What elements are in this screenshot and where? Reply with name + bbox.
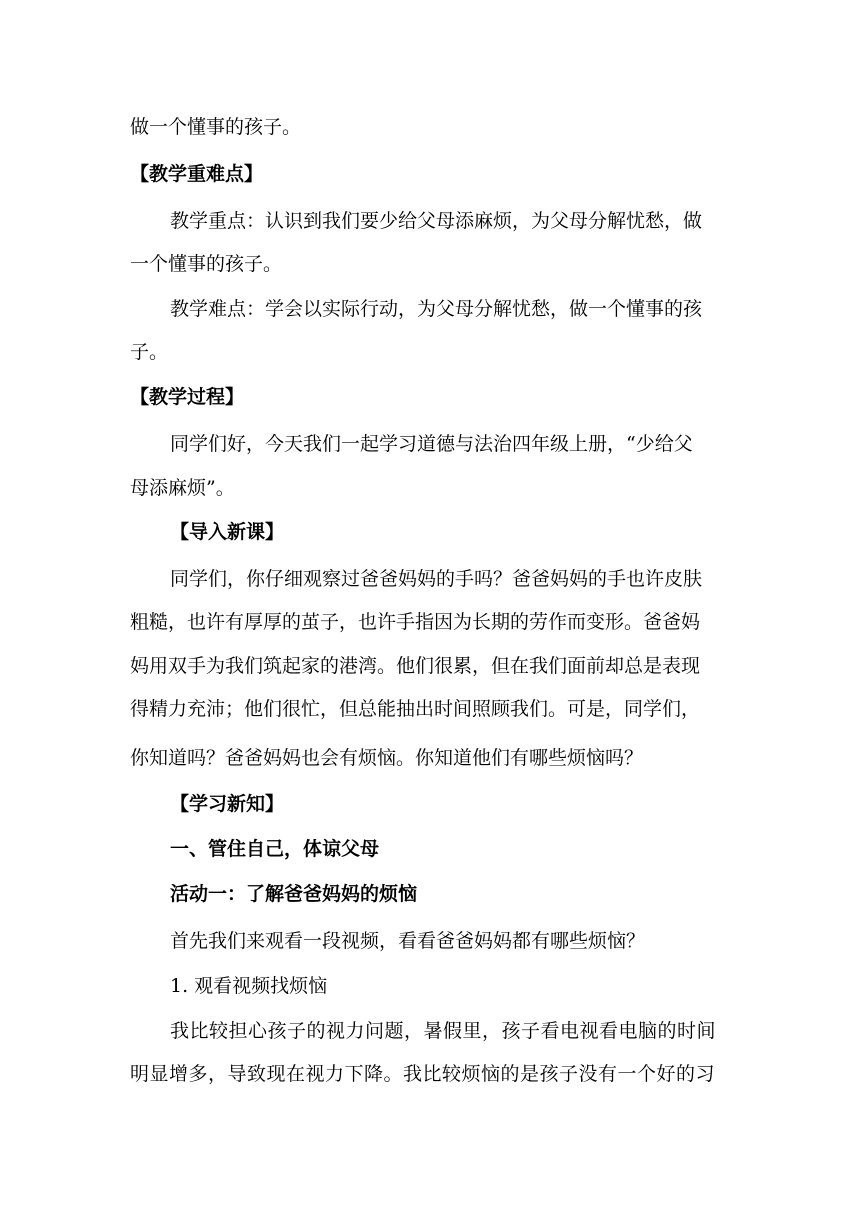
- paragraph-line: 教学重点：认识到我们要少给父母添麻烦，为父母分解忧愁，做: [170, 210, 703, 232]
- subsection-heading: 一、管住自己，体谅父母: [170, 838, 380, 860]
- paragraph-line: 同学们，你仔细观察过爸爸妈妈的手吗？爸爸妈妈的手也许皮肤: [170, 568, 703, 590]
- paragraph-line: 母添麻烦”。: [130, 477, 235, 499]
- paragraph-line: 同学们好，今天我们一起学习道德与法治四年级上册，“少给父: [170, 433, 693, 455]
- section-heading-key-points: 【教学重难点】: [130, 163, 264, 185]
- paragraph-line: 教学难点：学会以实际行动，为父母分解忧愁，做一个懂事的孩: [170, 298, 703, 320]
- paragraph-line: 明显增多，导致现在视力下降。我比较烦恼的是孩子没有一个好的习: [130, 1063, 716, 1085]
- paragraph-line: 妈用双手为我们筑起家的港湾。他们很累，但在我们面前却总是表现: [130, 655, 701, 677]
- list-item: 1. 观看视频找烦恼: [170, 975, 328, 997]
- paragraph-line: 你知道吗？爸爸妈妈也会有烦恼。你知道他们有哪些烦恼吗？: [130, 747, 644, 769]
- paragraph-line: 得精力充沛；他们很忙，但总能抽出时间照顾我们。可是，同学们，: [130, 698, 701, 720]
- activity-heading: 活动一：了解爸爸妈妈的烦恼: [170, 883, 418, 905]
- section-heading-process: 【教学过程】: [130, 386, 245, 408]
- section-heading-intro: 【导入新课】: [170, 521, 285, 543]
- paragraph-line: 一个懂事的孩子。: [130, 253, 283, 275]
- paragraph-line: 我比较担心孩子的视力问题，暑假里，孩子看电视看电脑的时间: [170, 1020, 717, 1042]
- paragraph-line: 粗糙，也许有厚厚的茧子，也许手指因为长期的劳作而变形。爸爸妈: [130, 611, 701, 633]
- paragraph-line: 子。: [130, 341, 169, 363]
- paragraph-line: 首先我们来观看一段视频，看看爸爸妈妈都有哪些烦恼？: [170, 930, 646, 952]
- section-heading-new-knowledge: 【学习新知】: [170, 793, 285, 815]
- paragraph-line: 做一个懂事的孩子。: [130, 116, 302, 138]
